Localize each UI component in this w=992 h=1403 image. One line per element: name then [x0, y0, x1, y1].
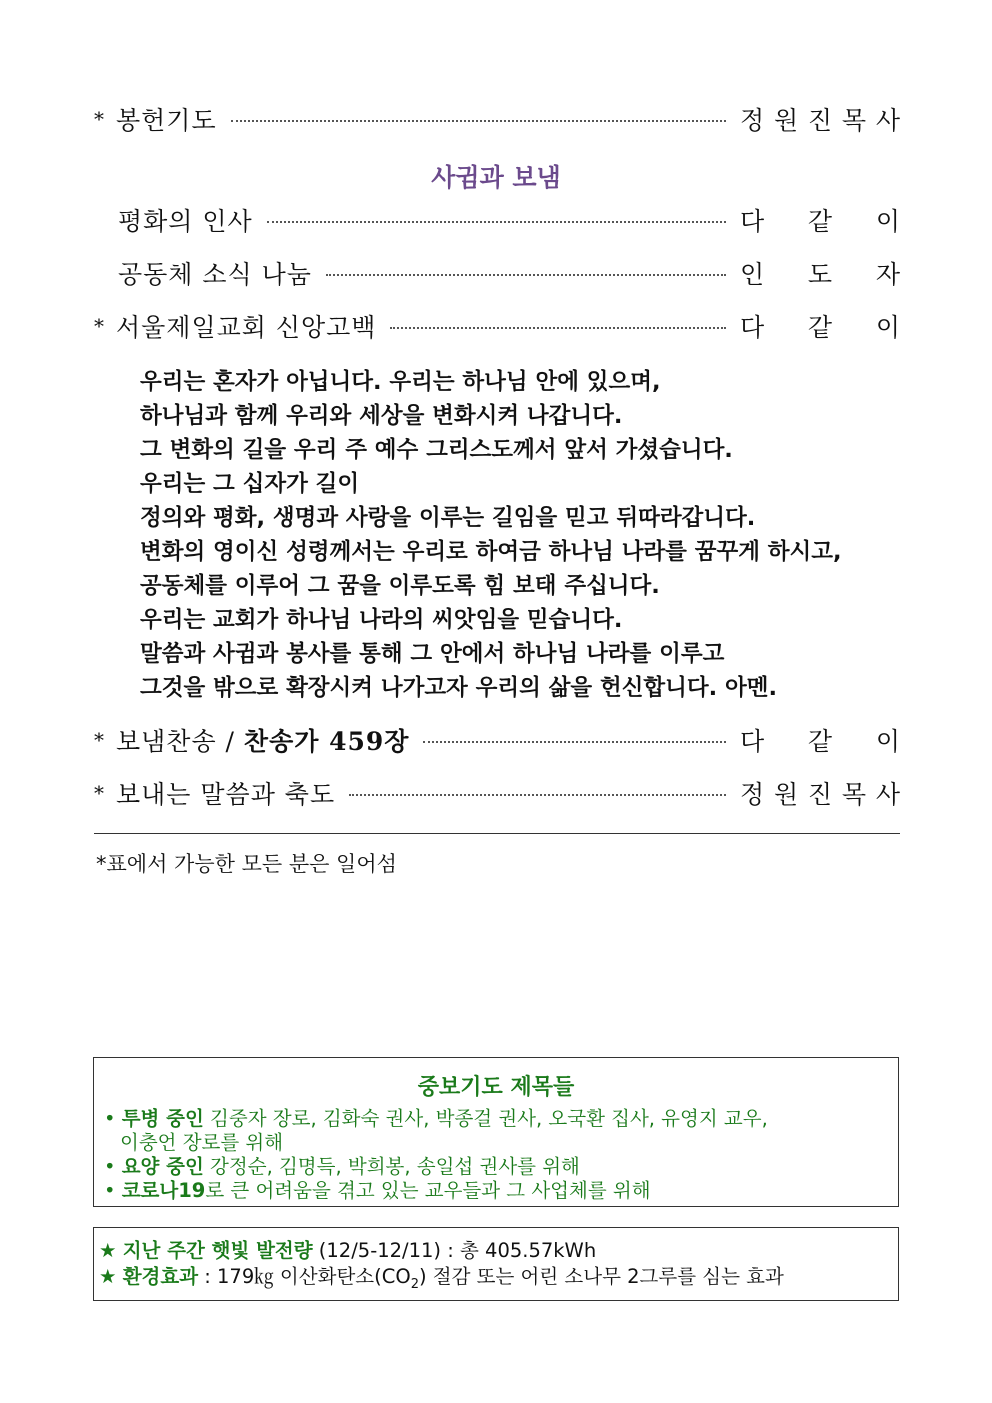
- prayer-item: • 요양 중인 강정순, 김명득, 박희봉, 송일섭 권사를 위해: [104, 1155, 580, 1178]
- dot-leader: [423, 741, 726, 743]
- dot-leader: [231, 120, 726, 122]
- star-icon: ★: [99, 1265, 117, 1288]
- environment-effect-line: ★ 환경효과 : 179㎏ 이산화탄소$(CO_2)$ 절감 또는 어린 소나무 2그루를 심는 효과: [99, 1265, 784, 1292]
- prayer-item: • 코로나19로 큰 어려움을 겪고 있는 교우들과 그 사업체를 위해: [104, 1179, 651, 1202]
- hymn-number: 찬송가 459장: [243, 727, 410, 756]
- order-item-title: 봉헌기도: [116, 106, 217, 135]
- order-item-leader: 다 같 이: [740, 313, 900, 342]
- order-item-title: 공동체 소식 나눔: [118, 260, 312, 289]
- confession-line: 우리는 교회가 하나님 나라의 씨앗임을 믿습니다.: [140, 607, 623, 633]
- confession-text: [140, 365, 920, 705]
- order-item-leader: 다 같 이: [740, 207, 900, 236]
- order-item-leader: 정 원 진 목 사: [740, 106, 900, 135]
- standing-mark: *: [94, 314, 104, 338]
- order-item-title: 보내는 말씀과 축도: [116, 780, 336, 809]
- section-title: 사귐과 보냄: [431, 163, 561, 192]
- confession-line: 우리는 혼자가 아닙니다. 우리는 하나님 안에 있으며,: [140, 369, 661, 395]
- confession-line: 그것을 밖으로 확장시켜 나가고자 우리의 삶을 헌신합니다. 아멘.: [140, 675, 778, 701]
- solar-power-box: [93, 1227, 899, 1301]
- solar-output-line: ★ 지난 주간 햇빛 발전량 (12/5-12/11) : 총 405.57kWh: [99, 1239, 597, 1262]
- order-row-confession: [94, 308, 900, 344]
- confession-line: 우리는 그 십자가 길이: [140, 471, 360, 497]
- order-item-leader: 정 원 진 목 사: [740, 780, 900, 809]
- dot-leader: [349, 794, 726, 796]
- standing-mark: *: [94, 728, 104, 752]
- divider: [94, 833, 900, 834]
- order-row-benediction: [94, 775, 900, 811]
- order-row-sending-hymn: [94, 722, 900, 758]
- confession-line: 그 변화의 길을 우리 주 예수 그리스도께서 앞서 가셨습니다.: [140, 437, 733, 463]
- confession-line: 공동체를 이루어 그 꿈을 이루도록 힘 보태 주십니다.: [140, 573, 660, 599]
- order-row-peace-greeting: [94, 202, 900, 238]
- order-row-offering-prayer: [94, 101, 900, 137]
- prayer-box-title: 중보기도 제목들: [417, 1075, 575, 1100]
- standing-note: *표에서 가능한 모든 분은 일어섬: [96, 852, 397, 876]
- prayer-item-continued: 이충언 장로를 위해: [120, 1131, 284, 1154]
- order-item-title: 서울제일교회 신앙고백: [116, 313, 377, 342]
- standing-mark: *: [94, 781, 104, 805]
- order-row-community-news: [94, 255, 900, 291]
- standing-mark: *: [94, 107, 104, 131]
- order-item-leader: 다 같 이: [740, 727, 900, 756]
- confession-line: 정의와 평화, 생명과 사랑을 이루는 길임을 믿고 뒤따라갑니다.: [140, 505, 756, 531]
- dot-leader: [267, 221, 726, 223]
- order-item-leader: 인 도 자: [740, 260, 900, 289]
- confession-line: 변화의 영이신 성령께서는 우리로 하여금 하나님 나라를 꿈꾸게 하시고,: [140, 539, 842, 565]
- prayer-requests-box: [93, 1057, 899, 1207]
- confession-line: 하나님과 함께 우리와 세상을 변화시켜 나갑니다.: [140, 403, 623, 429]
- star-icon: ★: [99, 1239, 117, 1262]
- confession-line: 말씀과 사귐과 봉사를 통해 그 안에서 하나님 나라를 이루고: [140, 641, 725, 667]
- order-item-title: 보냄찬송 / 찬송가 459장: [116, 727, 410, 756]
- dot-leader: [390, 327, 726, 329]
- dot-leader: [326, 274, 726, 276]
- order-item-title: 평화의 인사: [118, 207, 253, 236]
- prayer-item: • 투병 중인 김중자 장로, 김화숙 권사, 박종걸 권사, 오국환 집사, 유영지 교우,: [104, 1107, 768, 1130]
